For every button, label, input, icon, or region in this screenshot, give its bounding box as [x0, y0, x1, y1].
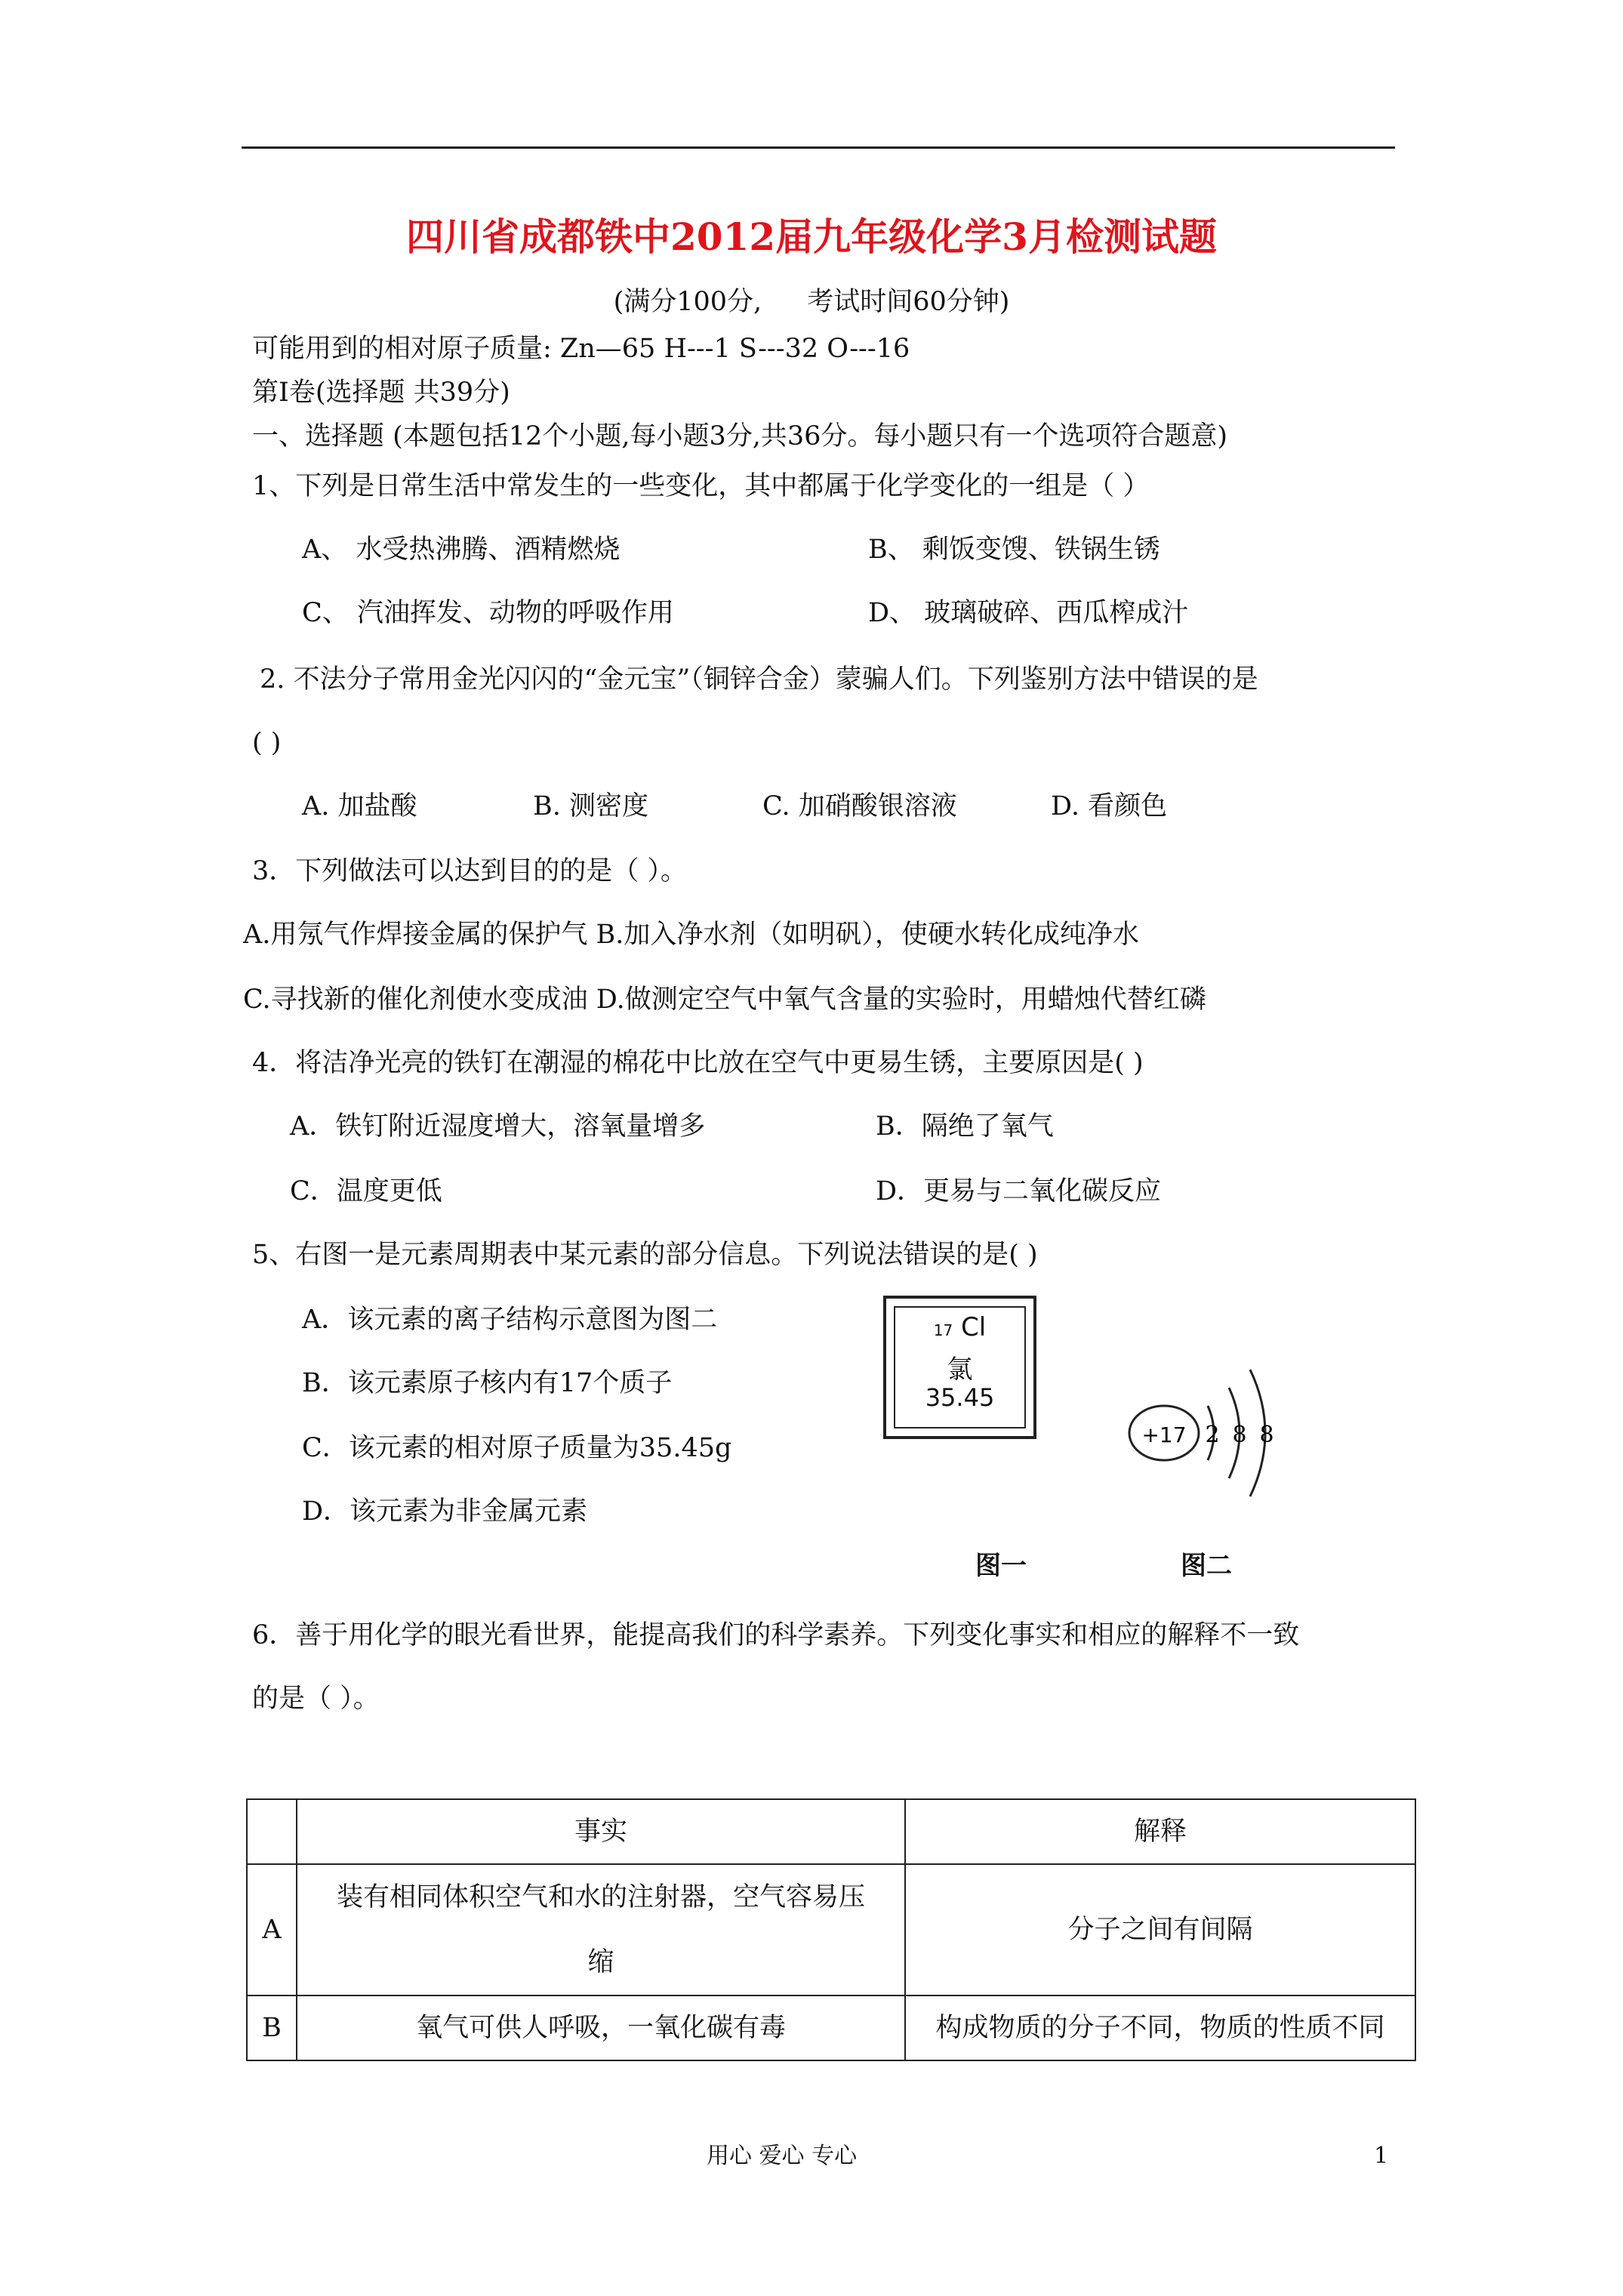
footer-motto: 用心 爱心 专心 [707, 2143, 858, 2169]
q6-stem-line2: 的是（ ）。 [252, 1684, 380, 1714]
q6-stem-line1: 6．善于用化学的眼光看世界，能提高我们的科学素养。下列变化事实和相应的解释不一致 [252, 1620, 1300, 1650]
figure-2-caption: 图二 [1181, 1551, 1232, 1581]
nucleus-charge: +17 [1141, 1422, 1187, 1447]
table-header-fact: 事实 [297, 1799, 905, 1864]
q4-option-a: A．铁钉附近湿度增大，溶氧量增多 [290, 1111, 706, 1142]
section-heading: 一、选择题 (本题包括12个小题,每小题3分,共36分。每小题只有一个选项符合题意) [252, 421, 1228, 451]
q2-stem: 2. 不法分子常用金光闪闪的“金元宝”（铜锌合金）蒙骗人们。下列鉴别方法中错误的是 [260, 664, 1258, 695]
q2-option-c: C. 加硝酸银溶液 [762, 791, 957, 821]
q1-option-d: D、 玻璃破碎、西瓜榨成汁 [868, 598, 1189, 628]
atomic-number: 17 [933, 1321, 953, 1339]
shell-electrons-1: 2 [1205, 1422, 1220, 1448]
exam-subtitle [0, 285, 1623, 319]
shell-electrons-2: 8 [1232, 1422, 1247, 1448]
q1-option-a: A、 水受热沸腾、酒精燃烧 [302, 535, 621, 565]
q5-stem: 5、右图一是元素周期表中某元素的部分信息。下列说法错误的是( ) [252, 1240, 1038, 1270]
row-fact-line2: 缩 [587, 1947, 614, 1977]
row-explanation: 分子之间有间隔 [905, 1864, 1415, 1996]
atomic-mass: 35.45 [925, 1383, 995, 1412]
element-number-symbol [886, 1312, 1033, 1342]
q5-option-c: C．该元素的相对原子质量为35.45g [302, 1433, 732, 1463]
table-header-blank [247, 1799, 297, 1864]
table-header-explanation: 解释 [905, 1799, 1415, 1864]
q3-stem: 3．下列做法可以达到目的的是（ ）。 [252, 856, 687, 886]
volume-heading: 第Ⅰ卷(选择题 共39分) [252, 378, 510, 408]
figure-1-caption: 图一 [975, 1551, 1027, 1581]
q5-option-d: D．该元素为非金属元素 [302, 1496, 588, 1527]
q4-option-d: D．更易与二氧化碳反应 [876, 1176, 1162, 1207]
q2-option-d: D. 看颜色 [1051, 791, 1168, 821]
q2-option-b: B. 测密度 [533, 791, 648, 821]
header-rule [242, 146, 1395, 149]
row-fact-line1: 装有相同体积空气和水的注射器，空气容易压 [336, 1882, 865, 1912]
q4-option-c: C．温度更低 [290, 1176, 442, 1207]
q5-option-b: B．该元素原子核内有17个质子 [302, 1368, 673, 1398]
row-fact: 氧气可供人呼吸，一氧化碳有毒 [297, 1996, 905, 2060]
q5-option-a: A．该元素的离子结构示意图为图二 [302, 1305, 718, 1335]
row-label: A [247, 1864, 297, 1996]
q3-options-cd: C.寻找新的催化剂使水变成油 D.做测定空气中氧气含量的实验时，用蜡烛代替红磷 [243, 985, 1206, 1015]
q4-option-b: B．隔绝了氧气 [876, 1111, 1054, 1142]
element-name: 氯 [947, 1354, 973, 1385]
q1-option-c: C、 汽油挥发、动物的呼吸作用 [302, 598, 674, 628]
q3-options-ab: A.用氖气作焊接金属的保护气 B.加入净水剂（如明矾），使硬水转化成纯净水 [243, 920, 1139, 950]
table-row [247, 1996, 1415, 2060]
element-symbol: Cl [961, 1312, 987, 1342]
row-explanation: 构成物质的分子不同，物质的性质不同 [905, 1996, 1415, 2060]
table-row [247, 1864, 1415, 1996]
shell-electrons-3: 8 [1259, 1422, 1274, 1448]
atomic-masses: 可能用到的相对原子质量: Zn—65 H---1 S---32 O---16 [252, 334, 910, 364]
q2-option-a: A. 加盐酸 [302, 791, 417, 821]
full-score: (满分100分, [613, 287, 762, 317]
exam-time: 考试时间60分钟) [807, 287, 1010, 317]
ion-structure-diagram [1102, 1329, 1298, 1510]
row-label: B [247, 1996, 297, 2060]
exam-title: 四川省成都铁中2012届九年级化学3月检测试题 [406, 214, 1217, 259]
row-fact [297, 1864, 905, 1996]
facts-table [246, 1798, 1416, 2061]
q1-option-b: B、 剩饭变馊、铁锅生锈 [868, 535, 1160, 565]
table-header-row [247, 1799, 1415, 1864]
page-number: 1 [1374, 2143, 1389, 2169]
q4-stem: 4．将洁净光亮的铁钉在潮湿的棉花中比放在空气中更易生锈，主要原因是( ) [252, 1048, 1144, 1078]
q1-stem: 1、下列是日常生活中常发生的一些变化，其中都属于化学变化的一组是（ ） [252, 471, 1150, 501]
element-tile [883, 1296, 1036, 1439]
q2-answer-paren: ( ) [252, 728, 282, 758]
